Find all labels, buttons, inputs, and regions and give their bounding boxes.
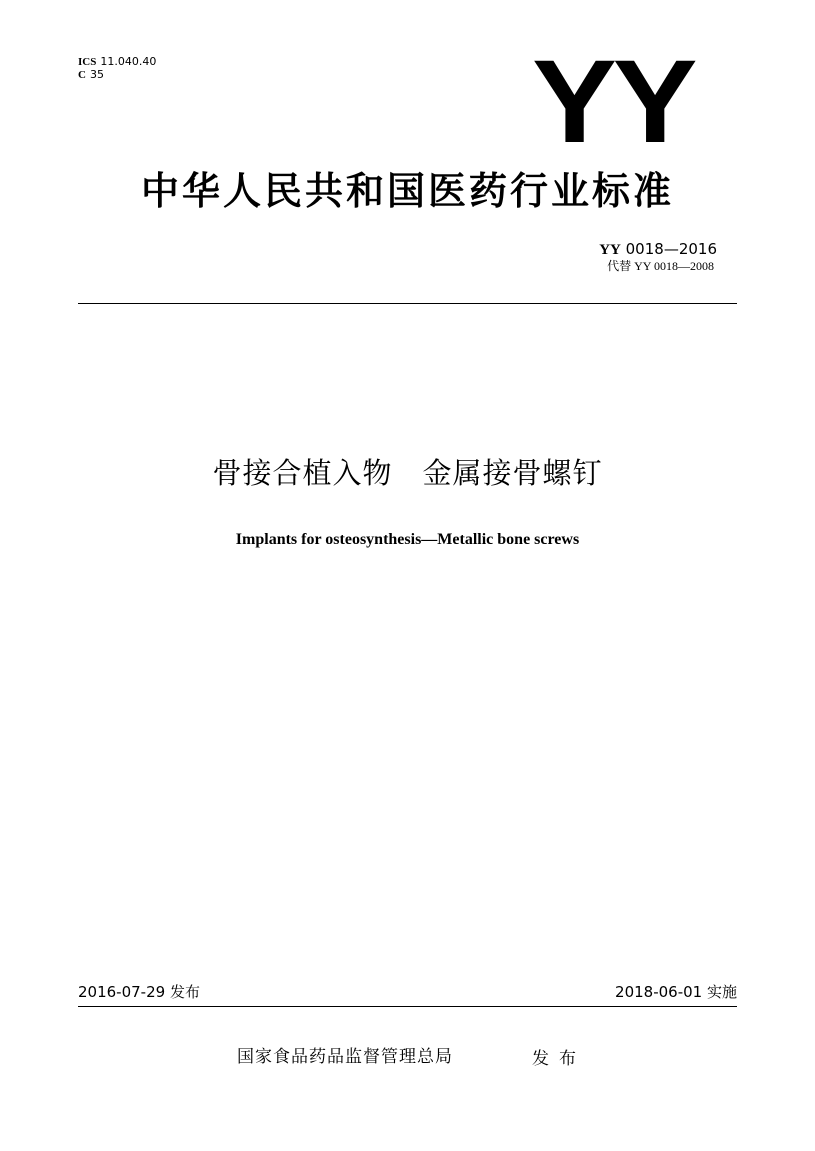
document-title-en: Implants for osteosynthesis—Metallic bone screws (235, 531, 580, 548)
ics-code: 11.040.40 (100, 55, 157, 68)
yy-logo: YY (532, 36, 694, 168)
standard-code: 0018—2016 (625, 240, 717, 258)
publish-label: 发布 (532, 1049, 586, 1069)
standard-category-title: 中华人民共和国医药行业标准 (140, 169, 674, 213)
implementation-date: 2018-06-01 实施 (615, 983, 737, 1001)
ics-code-line (78, 55, 156, 69)
standard-number (599, 240, 717, 259)
replaces-standard: 代替 YY 0018—2008 (607, 259, 714, 273)
standard-prefix: YY (599, 242, 621, 258)
class-code: 35 (89, 68, 104, 81)
bottom-divider (78, 1006, 737, 1007)
classification-line (78, 68, 104, 82)
issuing-authority: 国家食品药品监督管理总局 (237, 1047, 453, 1067)
top-divider (78, 303, 737, 304)
document-title-cn: 骨接合植入物 金属接骨螺钉 (212, 456, 603, 490)
ics-label: ICS (78, 56, 97, 68)
issue-date: 2016-07-29 发布 (78, 983, 200, 1001)
class-label: C (78, 69, 86, 81)
